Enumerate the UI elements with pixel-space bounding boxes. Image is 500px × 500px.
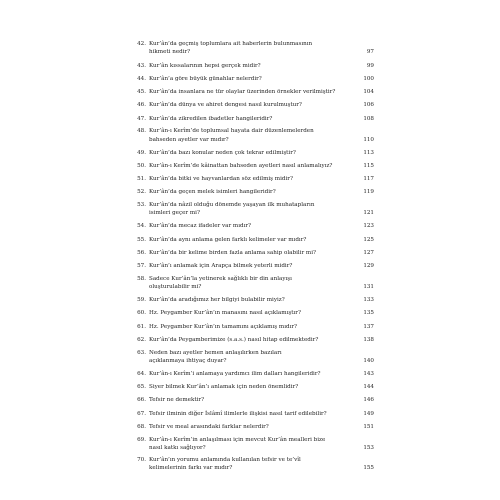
toc-entry-title — [149, 436, 346, 452]
toc-entry — [134, 423, 374, 431]
toc-entry-number: 59. — [137, 297, 146, 304]
toc-entry-title — [149, 175, 346, 183]
toc-entry-page-number: 100 — [363, 76, 374, 83]
toc-entry-page-number: 133 — [363, 297, 374, 304]
toc-entry-title-line: Kur’ân’da insanlara ne tür olaylar üzerinden örnekler verilmiştir? — [149, 89, 336, 96]
toc-entry-title — [149, 423, 346, 431]
toc-entry-title — [149, 262, 346, 270]
toc-entry-page-number: 129 — [363, 263, 374, 270]
toc-entry-number: 66. — [137, 397, 146, 404]
toc-entry-title-line: Siyer bilmek Kur’ân’ı anlamak için neden önemlidir? — [149, 384, 299, 391]
toc-entry — [134, 162, 374, 170]
toc-entry-page-number: 115 — [363, 162, 374, 169]
toc-entry-page-number: 99 — [366, 62, 374, 69]
toc-entry — [134, 275, 374, 291]
toc-entry-page-number: 97 — [366, 49, 374, 56]
toc-entry-title — [149, 201, 346, 217]
toc-entry-number: 46. — [137, 102, 146, 109]
toc-entry-title-line: Kur’ân-ı Kerîm’in anlaşılması için mevcut Kur’ân mealleri bize — [149, 436, 326, 443]
toc-entry-number: 42. — [137, 41, 146, 47]
toc-entry — [134, 410, 374, 418]
toc-entry-title-line: Kur’ân’ı anlamak için Arapça bilmek yeterli midir? — [149, 263, 293, 270]
toc-entry-title — [149, 40, 346, 56]
toc-entry-title-line: Kur’ân’da aynı anlama gelen farklı kelimeler var mıdır? — [149, 236, 307, 243]
toc-entry-number: 44. — [137, 76, 146, 83]
toc-entry-title-line: Kur’ân’da aradığımız her bilgiyi bulabilir miyiz? — [149, 297, 285, 304]
toc-entry-page-number: 131 — [363, 283, 374, 290]
toc-entry — [134, 349, 374, 365]
toc-entry-title-line: Tefsir ilminin diğer İslâmî ilimlerle ilişkisi nasıl tarif edilebilir? — [149, 410, 327, 417]
toc-entry-title-line: oluşturulabilir mi? — [149, 283, 202, 290]
toc-entry-title — [149, 188, 346, 196]
toc-entry — [134, 436, 374, 452]
toc-entry-page-number: 137 — [363, 323, 374, 330]
toc-entry-title-line: Kur’ân’a göre büyük günahlar nelerdir? — [149, 76, 262, 83]
toc-entry-number: 60. — [137, 310, 146, 317]
toc-entry-number: 45. — [137, 89, 146, 96]
toc-entry-number: 61. — [137, 323, 146, 330]
toc-entry-title — [149, 323, 346, 331]
toc-entry-page-number: 110 — [363, 136, 374, 143]
toc-entry-page-number: 149 — [363, 410, 374, 417]
toc-entry-number: 53. — [137, 202, 146, 209]
toc-entry-number: 65. — [137, 384, 146, 391]
toc-entry-title-line: Kur’ân’ın yorumu anlamında kullanılan tefsir ve te’vîl — [149, 457, 301, 464]
toc-entry-page-number: 143 — [363, 370, 374, 377]
toc-entry-title-line: Kur’ân’da dünya ve ahiret dengesi nasıl kurulmuştur? — [149, 102, 302, 109]
toc-entry — [134, 236, 374, 244]
toc-entry — [134, 175, 374, 183]
toc-entry-page-number: 125 — [363, 236, 374, 243]
toc-entry-title-line: Kur’ân’da Peygamberimize (s.a.s.) nasıl hitap edilmektedir? — [149, 336, 319, 343]
toc-entry-number: 48. — [137, 128, 146, 135]
toc-entry-title-line: Kur’ân’da bazı konular neden çok tekrar edilmiştir? — [149, 149, 296, 156]
table-of-contents — [134, 40, 374, 472]
toc-entry — [134, 336, 374, 344]
toc-entry-number: 49. — [137, 149, 146, 156]
toc-entry-page-number: 127 — [363, 249, 374, 256]
toc-entry-title — [149, 101, 346, 109]
toc-entry — [134, 149, 374, 157]
toc-entry-number: 47. — [137, 115, 146, 122]
toc-entry — [134, 88, 374, 96]
toc-entry — [134, 127, 374, 143]
toc-entry-number: 50. — [137, 162, 146, 169]
toc-entry-title — [149, 336, 346, 344]
toc-entry-title-line: kelimelerinin farkı var mıdır? — [149, 465, 233, 472]
toc-entry — [134, 188, 374, 196]
toc-entry-title-line: Kur’ân’da nâzil olduğu dönemde yaşayan ilk muhatapların — [149, 202, 315, 209]
toc-entry-title-line: Kur’ân-ı Kerîm’i anlamaya yardımcı ilim dalları hangileridir? — [149, 370, 321, 377]
toc-entry-title — [149, 349, 346, 365]
toc-entry-title-line: Kur’ân’da mecaz ifadeler var mıdır? — [149, 223, 252, 230]
toc-entry-page-number: 106 — [363, 102, 374, 109]
toc-entry-number: 70. — [137, 457, 146, 464]
toc-entry — [134, 262, 374, 270]
toc-entry-title — [149, 456, 346, 472]
toc-entry-page-number: 104 — [363, 89, 374, 96]
toc-entry-title-line: bahseden ayetler var mıdır? — [149, 136, 229, 143]
toc-entry-title-line: Tefsir ve meal arasındaki farklar nelerdir? — [149, 423, 269, 430]
toc-entry-number: 68. — [137, 423, 146, 430]
toc-entry-number: 63. — [137, 349, 146, 356]
toc-entry — [134, 383, 374, 391]
toc-entry-title — [149, 370, 346, 378]
toc-entry-page-number: 138 — [363, 336, 374, 343]
toc-entry-title-line: Neden bazı ayetler hemen anlaşılırken bazıları — [149, 349, 282, 356]
toc-entry-title-line: Kur’ân-ı Kerîm’de kâinattan bahseden ayetleri nasıl anlamalıyız? — [149, 162, 333, 169]
toc-entry-page-number: 144 — [363, 384, 374, 391]
toc-entry-page-number: 108 — [363, 115, 374, 122]
toc-entry — [134, 201, 374, 217]
toc-entry-title-line: Tefsir ne demektir? — [149, 397, 205, 404]
toc-entry-title-line: Sadece Kur’ân’la yetinerek sağlıklı bir din anlayışı — [149, 275, 292, 282]
toc-entry-title-line: Kur’ân kıssalarının hepsi gerçek midir? — [149, 62, 261, 69]
toc-entry-number: 55. — [137, 236, 146, 243]
toc-entry-title — [149, 309, 346, 317]
toc-entry-page-number: 117 — [363, 176, 374, 183]
toc-entry-title — [149, 75, 346, 83]
toc-entry-page-number: 140 — [363, 357, 374, 364]
toc-entry-page-number: 121 — [363, 210, 374, 217]
toc-entry-title — [149, 275, 346, 291]
toc-entry-number: 62. — [137, 336, 146, 343]
toc-entry-number: 69. — [137, 436, 146, 443]
toc-entry-title-line: Kur’ân’da geçen melek isimleri hangileridir? — [149, 189, 276, 196]
toc-entry-title-line: nasıl katkı sağlıyor? — [149, 444, 206, 451]
toc-entry-title-line: isimleri geçer mi? — [149, 210, 200, 217]
toc-entry-title — [149, 236, 346, 244]
toc-entry — [134, 309, 374, 317]
toc-entry-title-line: Hz. Peygamber Kur’ân’ın tamamını açıklamış mıdır? — [149, 323, 298, 330]
toc-entry-title — [149, 162, 346, 170]
toc-entry-title — [149, 296, 346, 304]
toc-entry-title-line: hikmeti nedir? — [149, 49, 191, 56]
toc-entry-title-line: açıklanmaya ihtiyaç duyar? — [149, 357, 227, 364]
toc-entry-title-line: Kur’ân’da geçmiş toplumlara ait haberlerin bulunmasının — [149, 41, 313, 47]
toc-entry-title — [149, 62, 346, 70]
toc-entry-title — [149, 383, 346, 391]
toc-entry-title — [149, 396, 346, 404]
toc-entry-number: 54. — [137, 223, 146, 230]
toc-entry-title — [149, 410, 346, 418]
toc-entry-page-number: 153 — [363, 444, 374, 451]
toc-entry-title-line: Kur’ân-ı Kerîm’de toplumsal hayata dair düzenlemelerden — [149, 128, 314, 135]
toc-entry-page-number: 113 — [363, 149, 374, 156]
toc-entry — [134, 396, 374, 404]
toc-entry-number: 58. — [137, 275, 146, 282]
toc-entry-title — [149, 88, 346, 96]
toc-entry-title — [149, 115, 346, 123]
toc-entry-page-number: 146 — [363, 397, 374, 404]
toc-entry-number: 43. — [137, 62, 146, 69]
toc-entry — [134, 456, 374, 472]
toc-entry — [134, 370, 374, 378]
toc-entry-page-number: 135 — [363, 310, 374, 317]
toc-entry-number: 64. — [137, 370, 146, 377]
toc-entry-number: 51. — [137, 176, 146, 183]
toc-entry-page-number: 155 — [363, 465, 374, 472]
toc-entry-page-number: 123 — [363, 223, 374, 230]
toc-entry-number: 57. — [137, 263, 146, 270]
toc-entry-title-line: Kur’ân’da zikredilen ibadetler hangileridir? — [149, 115, 273, 122]
toc-entry — [134, 115, 374, 123]
toc-entry — [134, 323, 374, 331]
toc-entry-page-number: 151 — [363, 423, 374, 430]
toc-entry — [134, 101, 374, 109]
toc-entry-number: 56. — [137, 249, 146, 256]
toc-entry — [134, 62, 374, 70]
toc-entry-number: 67. — [137, 410, 146, 417]
toc-entry-title — [149, 149, 346, 157]
toc-entry-page-number: 119 — [363, 189, 374, 196]
toc-entry — [134, 222, 374, 230]
toc-entry-title — [149, 127, 346, 143]
toc-entry-title — [149, 222, 346, 230]
toc-entry — [134, 75, 374, 83]
toc-entry-title-line: Kur’ân’da bitki ve hayvanlardan söz edilmiş midir? — [149, 176, 293, 183]
toc-entry-title-line: Hz. Peygamber Kur’ân’ın manasını nasıl açıklamıştır? — [149, 310, 301, 317]
toc-entry-title-line: Kur’ân’da bir kelime birden fazla anlama sahip olabilir mi? — [149, 249, 317, 256]
toc-entry-title — [149, 249, 346, 257]
toc-entry — [134, 296, 374, 304]
toc-entry — [134, 40, 374, 56]
toc-entry — [134, 249, 374, 257]
toc-entry-number: 52. — [137, 189, 146, 196]
